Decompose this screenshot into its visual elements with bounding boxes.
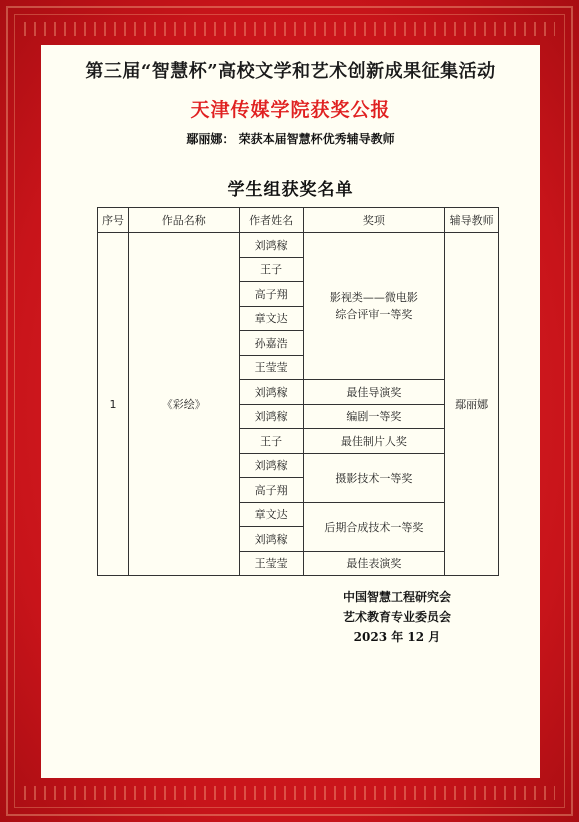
table-header-row xyxy=(98,208,499,233)
index-cell: 1 xyxy=(98,233,129,576)
award-cell xyxy=(303,233,445,380)
notice-paper xyxy=(41,45,540,778)
author-cell: 高子翔 xyxy=(239,282,303,307)
header-award: 奖项 xyxy=(303,208,445,233)
author-cell: 王莹莹 xyxy=(239,355,303,380)
author-cell: 王子 xyxy=(239,257,303,282)
award-cell: 最佳导演奖 xyxy=(303,380,445,405)
footer-organization-1: 中国智慧工程研究会 xyxy=(342,590,451,604)
footer-date: 2023 年 12 月 xyxy=(353,630,441,644)
table-row xyxy=(98,233,499,258)
author-cell: 刘鸿稼 xyxy=(239,527,303,552)
award-cell: 最佳表演奖 xyxy=(303,551,445,576)
top-fretwork-pattern xyxy=(24,22,555,36)
event-title: 第三届“智慧杯”高校文学和艺术创新成果征集活动 xyxy=(85,61,496,82)
author-cell: 王子 xyxy=(239,429,303,454)
student-list-title: 学生组获奖名单 xyxy=(227,180,354,200)
author-cell: 孙嘉浩 xyxy=(239,331,303,356)
bottom-fretwork-pattern xyxy=(24,786,555,800)
award-cell: 最佳制片人奖 xyxy=(303,429,445,454)
work-cell: 《彩绘》 xyxy=(129,233,240,576)
award-table xyxy=(97,207,499,576)
author-cell: 章文达 xyxy=(239,306,303,331)
footer-organization-2: 艺术教育专业委员会 xyxy=(342,610,451,624)
author-cell: 高子翔 xyxy=(239,478,303,503)
teacher-cell: 鄢丽娜 xyxy=(445,233,499,576)
award-cell: 后期合成技术一等奖 xyxy=(303,502,445,551)
author-cell: 王莹莹 xyxy=(239,551,303,576)
award-cell: 摄影技术一等奖 xyxy=(303,453,445,502)
author-cell: 刘鸿稼 xyxy=(239,233,303,258)
honor-line: 鄢丽娜： 荣获本届智慧杯优秀辅导教师 xyxy=(186,132,395,146)
header-work: 作品名称 xyxy=(129,208,240,233)
author-cell: 章文达 xyxy=(239,502,303,527)
header-index: 序号 xyxy=(98,208,129,233)
award-line: 影视类——微电影 xyxy=(329,291,418,304)
header-author: 作者姓名 xyxy=(239,208,303,233)
award-line: 综合评审一等奖 xyxy=(335,308,413,321)
author-cell: 刘鸿稼 xyxy=(239,453,303,478)
award-bulletin-title: 天津传媒学院获奖公报 xyxy=(190,99,391,121)
author-cell: 刘鸿稼 xyxy=(239,404,303,429)
author-cell: 刘鸿稼 xyxy=(239,380,303,405)
header-teacher: 辅导教师 xyxy=(445,208,499,233)
award-cell: 编剧一等奖 xyxy=(303,404,445,429)
